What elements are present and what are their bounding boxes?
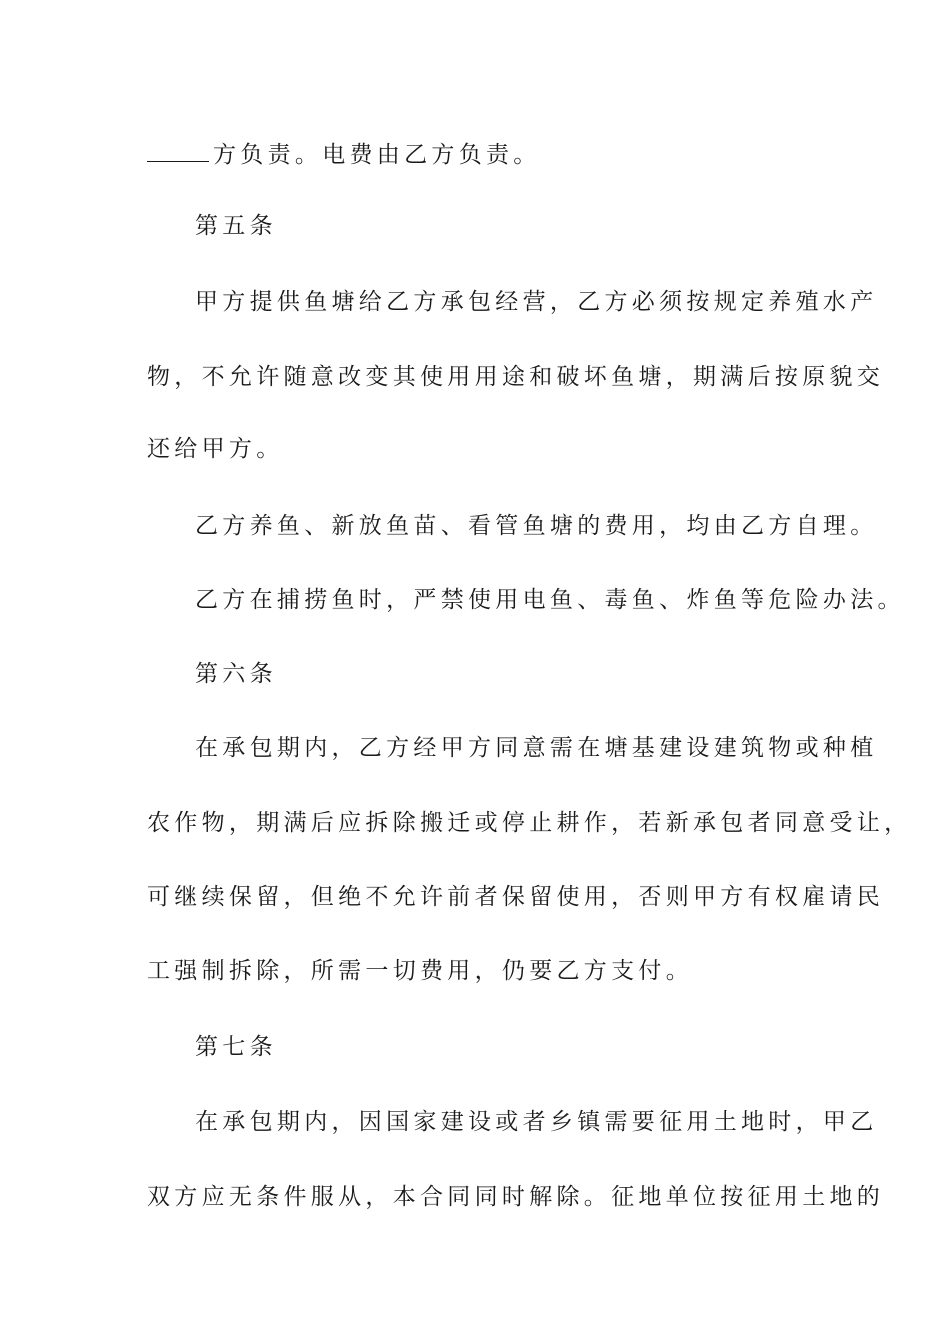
line-text: 方负责。电费由乙方负责。: [213, 142, 541, 168]
paragraph-line: 农作物，期满后应拆除搬迁或停止耕作，若新承包者同意受让，: [147, 810, 912, 836]
paragraph-line: 在承包期内，因国家建设或者乡镇需要征用土地时，甲乙: [195, 1109, 878, 1135]
fill-in-blank: [147, 141, 209, 162]
paragraph-line: 可继续保留，但绝不允许前者保留使用，否则甲方有权雇请民: [147, 884, 885, 910]
paragraph-line: [147, 140, 541, 170]
paragraph-line: 在承包期内，乙方经甲方同意需在塘基建设建筑物或种植: [195, 735, 878, 761]
paragraph-line: 还给甲方。: [147, 436, 284, 462]
article-heading-7: 第七条: [195, 1034, 277, 1060]
paragraph-line: 物，不允许随意改变其使用用途和破坏鱼塘，期满后按原貌交: [147, 364, 885, 390]
paragraph-line: 甲方提供鱼塘给乙方承包经营，乙方必须按规定养殖水产: [195, 289, 878, 315]
paragraph-line: 乙方在捕捞鱼时，严禁使用电鱼、毒鱼、炸鱼等危险办法。: [195, 587, 905, 613]
paragraph-line: 双方应无条件服从，本合同同时解除。征地单位按征用土地的: [147, 1184, 885, 1210]
article-heading-6: 第六条: [195, 661, 277, 687]
article-heading-5: 第五条: [195, 213, 277, 239]
paragraph-line: 乙方养鱼、新放鱼苗、看管鱼塘的费用，均由乙方自理。: [195, 513, 878, 539]
paragraph-line: 工强制拆除，所需一切费用，仍要乙方支付。: [147, 958, 693, 984]
